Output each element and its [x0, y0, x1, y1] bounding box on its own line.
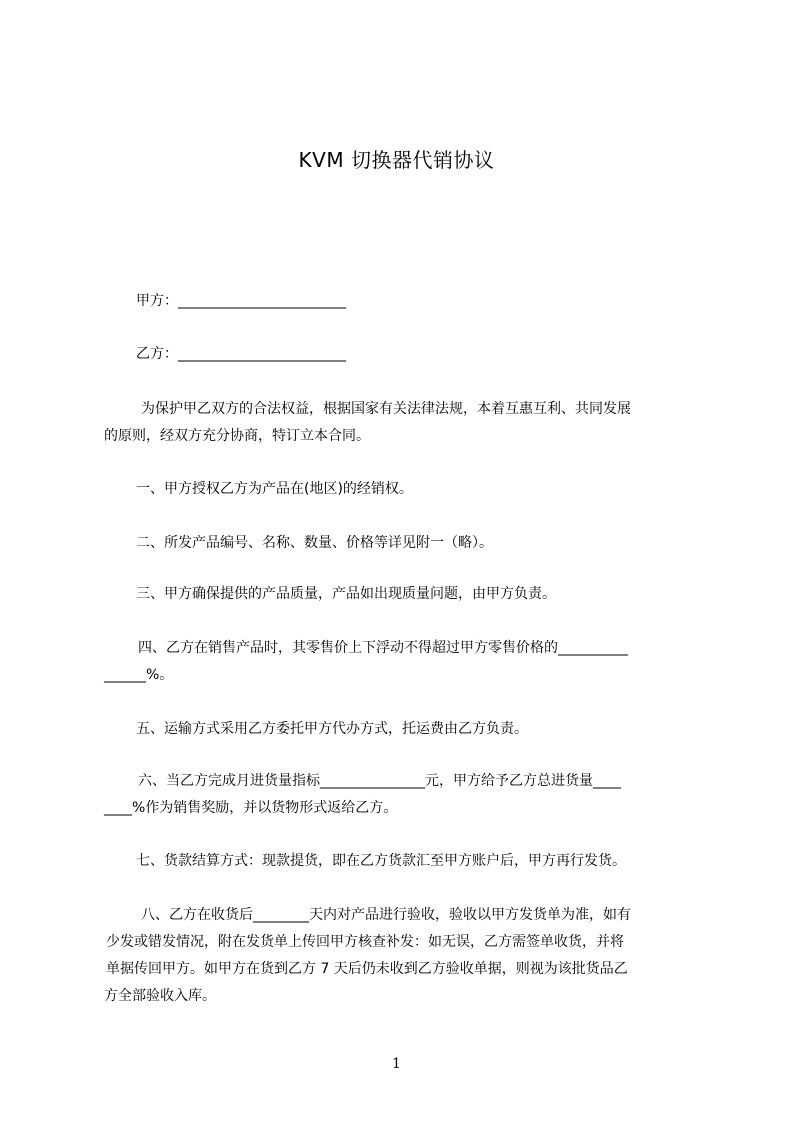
- party-a-field: 甲方：________________________: [136, 293, 346, 309]
- intro-line-2: 的原则，经双方充分协商，特订立本合同。: [104, 428, 370, 444]
- clause-8-line-4: 方全部验收入库。: [104, 988, 216, 1004]
- clause-8-line-3: 单据传回甲方。如甲方在货到乙方 7 天后仍未收到乙方验收单据，则视为该批货品乙: [106, 961, 628, 977]
- clause-7: 七、货款结算方式：现款提货，即在乙方货款汇至甲方账户后，甲方再行发货。: [136, 853, 626, 869]
- clause-2: 二、所发产品编号、名称、数量、价格等详见附一（略）。: [136, 535, 493, 551]
- clause-6-line-2: ____%作为销售奖励，并以货物形式返给乙方。: [104, 800, 398, 816]
- clause-8-line-2: 少发或错发情况，附在发货单上传回甲方核查补发：如无误，乙方需签单收货，并将: [106, 934, 624, 950]
- party-b-field: 乙方：________________________: [136, 346, 346, 362]
- clause-4-line-1: 四、乙方在销售产品时，其零售价上下浮动不得超过甲方零售价格的__________: [138, 640, 628, 656]
- clause-4-line-2: ______%。: [104, 667, 174, 683]
- clause-1: 一、甲方授权乙方为产品在(地区)的经销权。: [136, 481, 413, 497]
- clause-5: 五、运输方式采用乙方委托甲方代办方式，托运费由乙方负责。: [136, 721, 528, 737]
- clause-8-line-1: 八、乙方在收货后________天内对产品进行验收，验收以甲方发货单为准，如有: [141, 907, 631, 923]
- intro-line-1: 为保护甲乙双方的合法权益，根据国家有关法律法规，本着互惠互利、共同发展: [141, 401, 631, 417]
- page-number: 1: [392, 1056, 401, 1072]
- clause-3: 三、甲方确保提供的产品质量，产品如出现质量问题，由甲方负责。: [136, 586, 556, 602]
- clause-6-line-1: 六、当乙方完成月进货量指标_______________元，甲方给予乙方总进货量____: [138, 773, 621, 789]
- document-title: KVM 切换器代销协议: [298, 148, 495, 172]
